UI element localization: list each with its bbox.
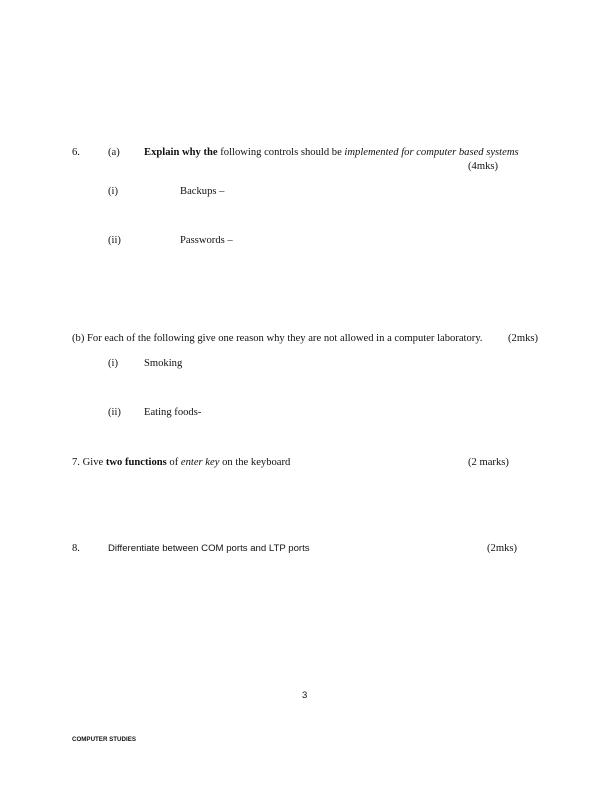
q6b-question-text: (b) For each of the following give one reason why they are not allowed in a computer laboratory. [72, 333, 483, 344]
q8-number: 8. [72, 543, 80, 554]
q6a-item-ii-label: (ii) [108, 235, 121, 246]
q6a-item-i-label: (i) [108, 186, 118, 197]
q6a-bold-text: Explain why the [144, 147, 218, 158]
q7-prefix: 7. Give [72, 457, 106, 468]
page-footer: COMPUTER STUDIES [72, 736, 136, 743]
q6b-marks: (2mks) [508, 333, 539, 344]
page-number: 3 [302, 690, 308, 701]
q6a-question-text [144, 148, 519, 159]
q7-bold-text: two functions [105, 457, 167, 468]
q7-question-text [72, 458, 290, 469]
q7-italic-text: enter key [180, 457, 220, 468]
q6a-marks: (4mks) [468, 161, 499, 172]
q7-suffix: on the keyboard [219, 457, 291, 468]
q6b-item-ii-label: (ii) [108, 407, 121, 418]
q6a-normal-text: following controls should be [217, 147, 345, 158]
q6a-italic-text: implemented for computer based systems [344, 147, 519, 158]
q6b-item-ii-text: Eating foods- [144, 407, 202, 418]
q6a-label: (a) [108, 147, 120, 158]
q6b-item-i-text: Smoking [144, 358, 183, 369]
q6-number: 6. [72, 147, 80, 158]
q7-marks: (2 marks) [468, 457, 509, 468]
q7-middle: of [166, 457, 181, 468]
q6a-item-ii-text: Passwords – [180, 235, 233, 246]
q8-question-text: Differentiate between COM ports and LTP ports [108, 543, 310, 554]
q6b-item-i-label: (i) [108, 358, 118, 369]
q6a-item-i-text: Backups – [180, 186, 225, 197]
q8-marks: (2mks) [487, 543, 518, 554]
